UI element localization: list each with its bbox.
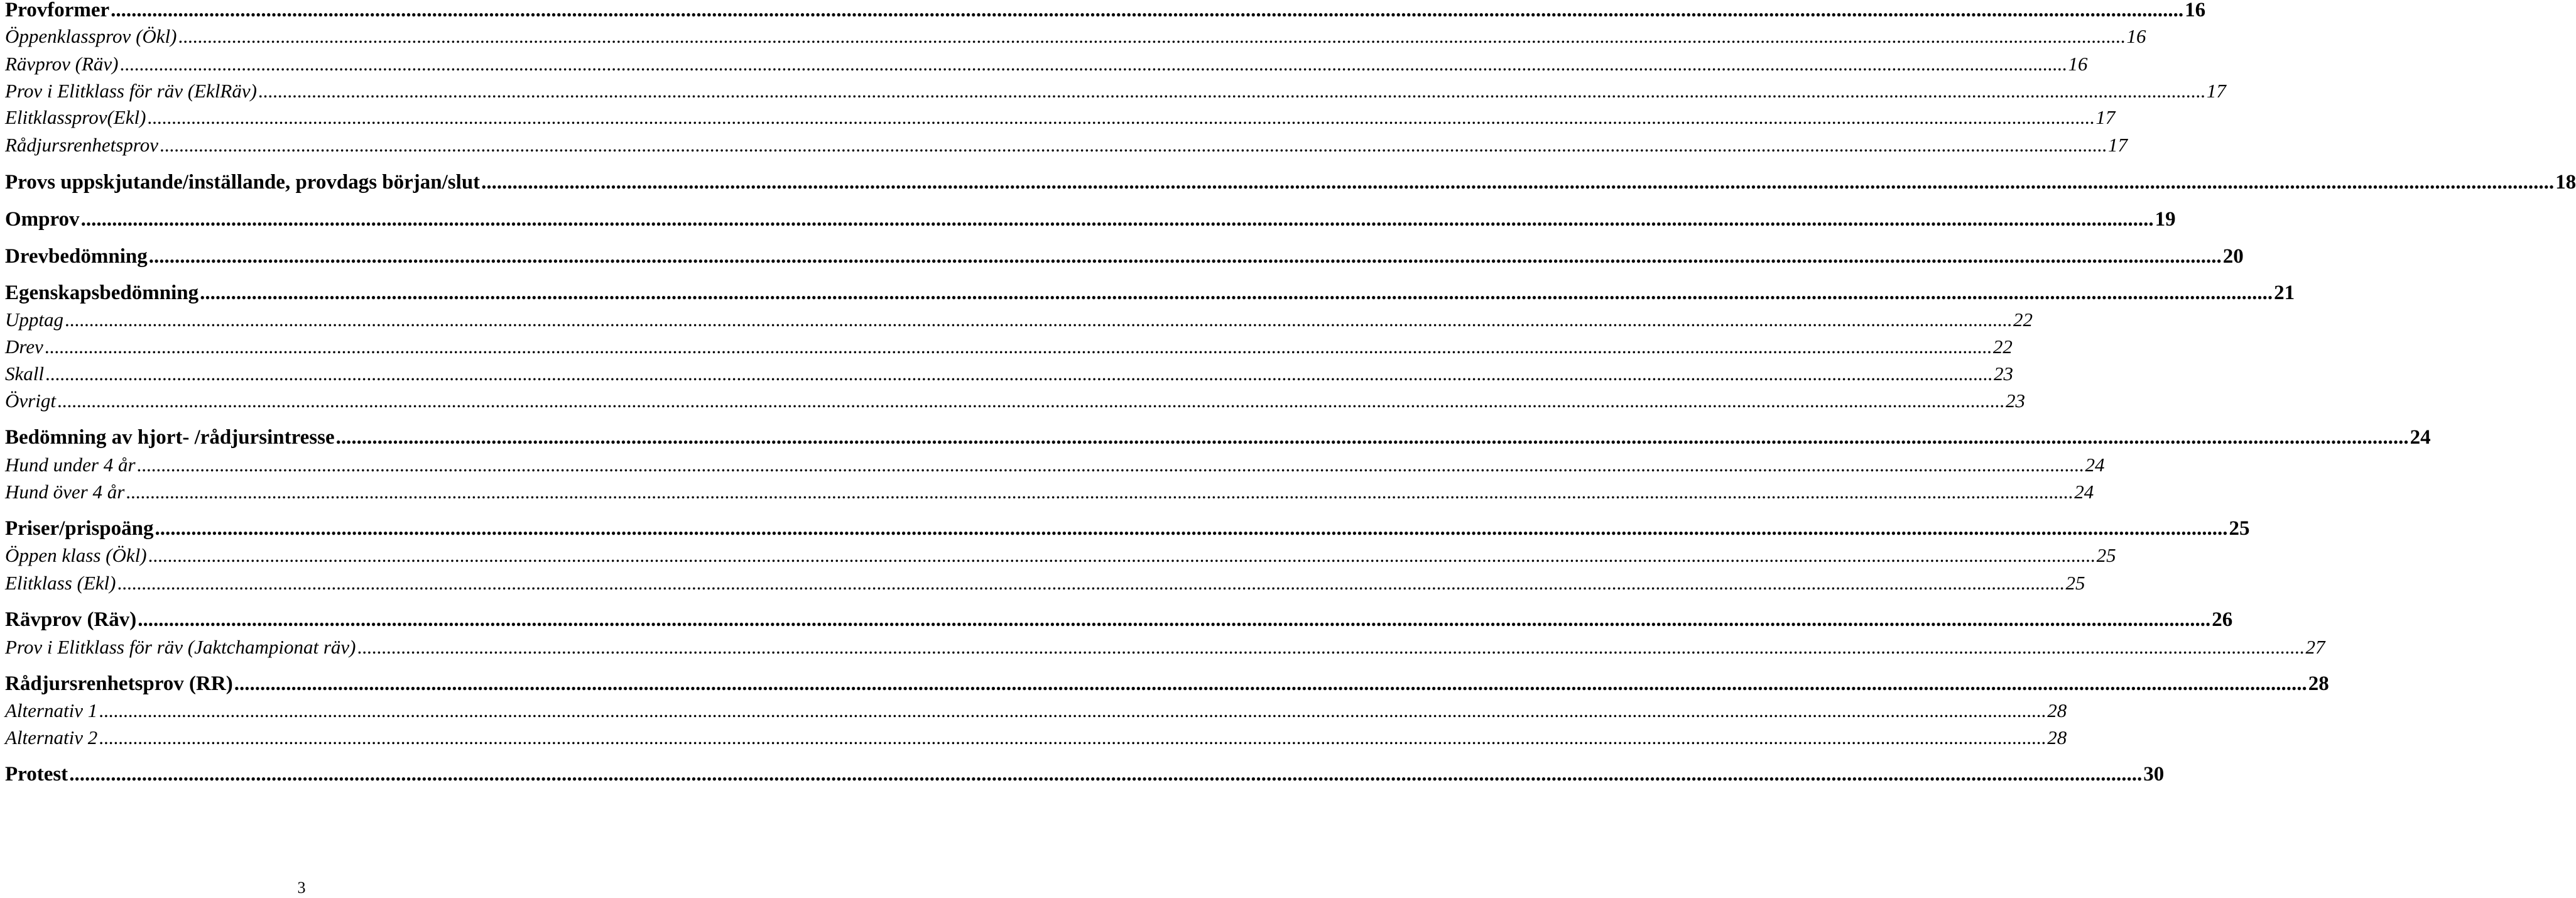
dot-leader: ................................................................................................................................................................................................................................................................................................................................................................................................................ bbox=[136, 454, 2084, 476]
toc-entry-page: 24 bbox=[2074, 481, 2094, 503]
toc-entry-title: Alternativ 2 bbox=[5, 726, 98, 748]
toc-entry[interactable] bbox=[5, 608, 2233, 632]
toc-entry-title: Bedömning av hjort- /rådjursintresse bbox=[5, 426, 335, 449]
dot-leader: ................................................................................................................................................................................................................................................................................................................................................................................................................ bbox=[147, 106, 2095, 128]
toc-entry-title: Priser/prispoäng bbox=[5, 517, 154, 540]
toc-entry-page: 17 bbox=[2206, 80, 2226, 102]
toc-entry[interactable] bbox=[5, 336, 2013, 358]
dot-leader: ................................................................................................................................................................................................................................................................................................................................................................................................................ bbox=[69, 763, 2143, 786]
toc-entry-page: 24 bbox=[2085, 454, 2105, 476]
toc-entry-title: Drevbedömning bbox=[5, 245, 148, 268]
dot-leader: ................................................................................................................................................................................................................................................................................................................................................................................................................ bbox=[178, 25, 2126, 47]
dot-leader: ................................................................................................................................................................................................................................................................................................................................................................................................................ bbox=[99, 699, 2046, 721]
dot-leader: ................................................................................................................................................................................................................................................................................................................................................................................................................ bbox=[117, 572, 2065, 594]
toc-entry[interactable] bbox=[5, 208, 2176, 231]
toc-entry-page: 16 bbox=[2126, 25, 2146, 47]
dot-leader: ................................................................................................................................................................................................................................................................................................................................................................................................................ bbox=[99, 726, 2046, 748]
toc-entry-title: Rådjursrenhetsprov bbox=[5, 134, 158, 156]
toc-entry-page: 24 bbox=[2410, 426, 2431, 449]
toc-entry-title: Hund över 4 år bbox=[5, 481, 125, 503]
dot-leader: ................................................................................................................................................................................................................................................................................................................................................................................................................ bbox=[258, 80, 2205, 102]
toc-entry[interactable] bbox=[5, 363, 2013, 385]
toc-entry-page: 28 bbox=[2047, 699, 2067, 721]
dot-leader: ................................................................................................................................................................................................................................................................................................................................................................................................................ bbox=[148, 544, 2095, 566]
dot-leader: ................................................................................................................................................................................................................................................................................................................................................................................................................ bbox=[148, 245, 2222, 268]
toc-entry[interactable] bbox=[5, 25, 2146, 48]
toc-entry-title: Drev bbox=[5, 336, 43, 358]
toc-entry-page: 18 bbox=[2555, 171, 2576, 194]
dot-leader: ................................................................................................................................................................................................................................................................................................................................................................................................................ bbox=[155, 517, 2228, 540]
dot-leader: ................................................................................................................................................................................................................................................................................................................................................................................................................ bbox=[357, 636, 2305, 658]
toc-entry[interactable] bbox=[5, 572, 2085, 594]
dot-leader: ................................................................................................................................................................................................................................................................................................................................................................................................................ bbox=[481, 171, 2555, 194]
toc-entry-title: Elitklass (Ekl) bbox=[5, 572, 116, 594]
toc-entry[interactable] bbox=[5, 426, 2431, 449]
toc-entry[interactable] bbox=[5, 390, 2025, 412]
toc-entry[interactable] bbox=[5, 245, 2244, 268]
dot-leader: ................................................................................................................................................................................................................................................................................................................................................................................................................ bbox=[335, 426, 2409, 449]
toc-entry-page: 23 bbox=[2005, 390, 2025, 412]
toc-entry[interactable] bbox=[5, 171, 2576, 194]
toc-entry-title: Rådjursrenhetsprov (RR) bbox=[5, 672, 233, 695]
toc-entry-title: Rävprov (Räv) bbox=[5, 608, 137, 631]
toc-entry-page: 17 bbox=[2095, 106, 2116, 128]
dot-leader: ................................................................................................................................................................................................................................................................................................................................................................................................................ bbox=[200, 282, 2273, 304]
toc-entry-title: Prov i Elitklass för räv (EklRäv) bbox=[5, 80, 257, 102]
toc-entry-title: Hund under 4 år bbox=[5, 454, 136, 476]
toc-entry[interactable] bbox=[5, 134, 2128, 156]
toc-entry-page: 26 bbox=[2212, 608, 2233, 631]
toc-entry[interactable] bbox=[5, 481, 2094, 503]
page-number: 3 bbox=[297, 879, 306, 897]
toc-entry-title: Provs uppskjutande/inställande, provdags början/slut bbox=[5, 171, 481, 194]
toc-entry[interactable] bbox=[5, 699, 2067, 722]
toc-entry-page: 25 bbox=[2096, 544, 2116, 566]
toc-entry[interactable] bbox=[5, 309, 2033, 331]
toc-entry-title: Alternativ 1 bbox=[5, 699, 98, 721]
toc-entry-title: Elitklassprov(Ekl) bbox=[5, 106, 146, 128]
toc-entry-page: 16 bbox=[2068, 53, 2088, 75]
toc-entry-page: 20 bbox=[2222, 245, 2244, 268]
dot-leader: ................................................................................................................................................................................................................................................................................................................................................................................................................ bbox=[159, 134, 2107, 156]
toc-entry[interactable] bbox=[5, 763, 2165, 786]
dot-leader: ................................................................................................................................................................................................................................................................................................................................................................................................................ bbox=[44, 336, 1992, 358]
dot-leader: ................................................................................................................................................................................................................................................................................................................................................................................................................ bbox=[45, 363, 1992, 385]
toc-entry-page: 27 bbox=[2305, 636, 2325, 658]
toc-entry-title: Rävprov (Räv) bbox=[5, 53, 119, 75]
toc-entry-title: Protest bbox=[5, 763, 68, 786]
toc-entry-page: 25 bbox=[2229, 517, 2250, 540]
toc-entry[interactable] bbox=[5, 106, 2116, 129]
toc-entry-title: Upptag bbox=[5, 309, 63, 331]
dot-leader: ................................................................................................................................................................................................................................................................................................................................................................................................................ bbox=[111, 0, 2184, 21]
toc-entry-page: 17 bbox=[2107, 134, 2128, 156]
toc-entry-title: Öppenklassprov (Ökl) bbox=[5, 25, 177, 47]
toc-entry-title: Öppen klass (Ökl) bbox=[5, 544, 147, 566]
toc-entry-title: Prov i Elitklass för räv (Jaktchampionat räv) bbox=[5, 636, 356, 658]
toc-entry-page: 16 bbox=[2185, 0, 2206, 21]
toc-entry[interactable] bbox=[5, 672, 2329, 696]
toc-entry-page: 22 bbox=[1992, 336, 2013, 358]
dot-leader: ................................................................................................................................................................................................................................................................................................................................................................................................................ bbox=[80, 208, 2154, 231]
toc-entry[interactable] bbox=[5, 80, 2226, 102]
toc-entry-title: Skall bbox=[5, 363, 44, 385]
toc-entry[interactable] bbox=[5, 53, 2088, 75]
toc-entry[interactable] bbox=[5, 0, 2206, 22]
toc-entry-page: 25 bbox=[2065, 572, 2085, 594]
toc-entry-title: Omprov bbox=[5, 208, 80, 231]
toc-entry-page: 23 bbox=[1994, 363, 2013, 385]
toc-entry-page: 28 bbox=[2308, 672, 2329, 695]
toc-entry[interactable] bbox=[5, 726, 2067, 749]
toc-entry-title: Övrigt bbox=[5, 390, 56, 412]
toc-entry-title: Provformer bbox=[5, 0, 110, 21]
toc-entry[interactable] bbox=[5, 454, 2105, 476]
dot-leader: ................................................................................................................................................................................................................................................................................................................................................................................................................ bbox=[126, 481, 2073, 503]
dot-leader: ................................................................................................................................................................................................................................................................................................................................................................................................................ bbox=[138, 608, 2211, 631]
toc-entry[interactable] bbox=[5, 636, 2325, 659]
toc-entry-page: 19 bbox=[2155, 208, 2176, 231]
toc-entry[interactable] bbox=[5, 282, 2295, 305]
toc-entry[interactable] bbox=[5, 517, 2250, 540]
toc-entry-page: 21 bbox=[2274, 282, 2295, 304]
toc-entry[interactable] bbox=[5, 544, 2116, 567]
dot-leader: ................................................................................................................................................................................................................................................................................................................................................................................................................ bbox=[65, 309, 2012, 331]
dot-leader: ................................................................................................................................................................................................................................................................................................................................................................................................................ bbox=[119, 53, 2067, 75]
toc-entry-title: Egenskapsbedömning bbox=[5, 282, 199, 304]
toc-entry-page: 30 bbox=[2143, 763, 2165, 786]
dot-leader: ................................................................................................................................................................................................................................................................................................................................................................................................................ bbox=[234, 672, 2307, 695]
dot-leader: ................................................................................................................................................................................................................................................................................................................................................................................................................ bbox=[57, 390, 2004, 412]
toc-entry-page: 28 bbox=[2047, 726, 2067, 748]
toc-entry-page: 22 bbox=[2013, 309, 2033, 331]
